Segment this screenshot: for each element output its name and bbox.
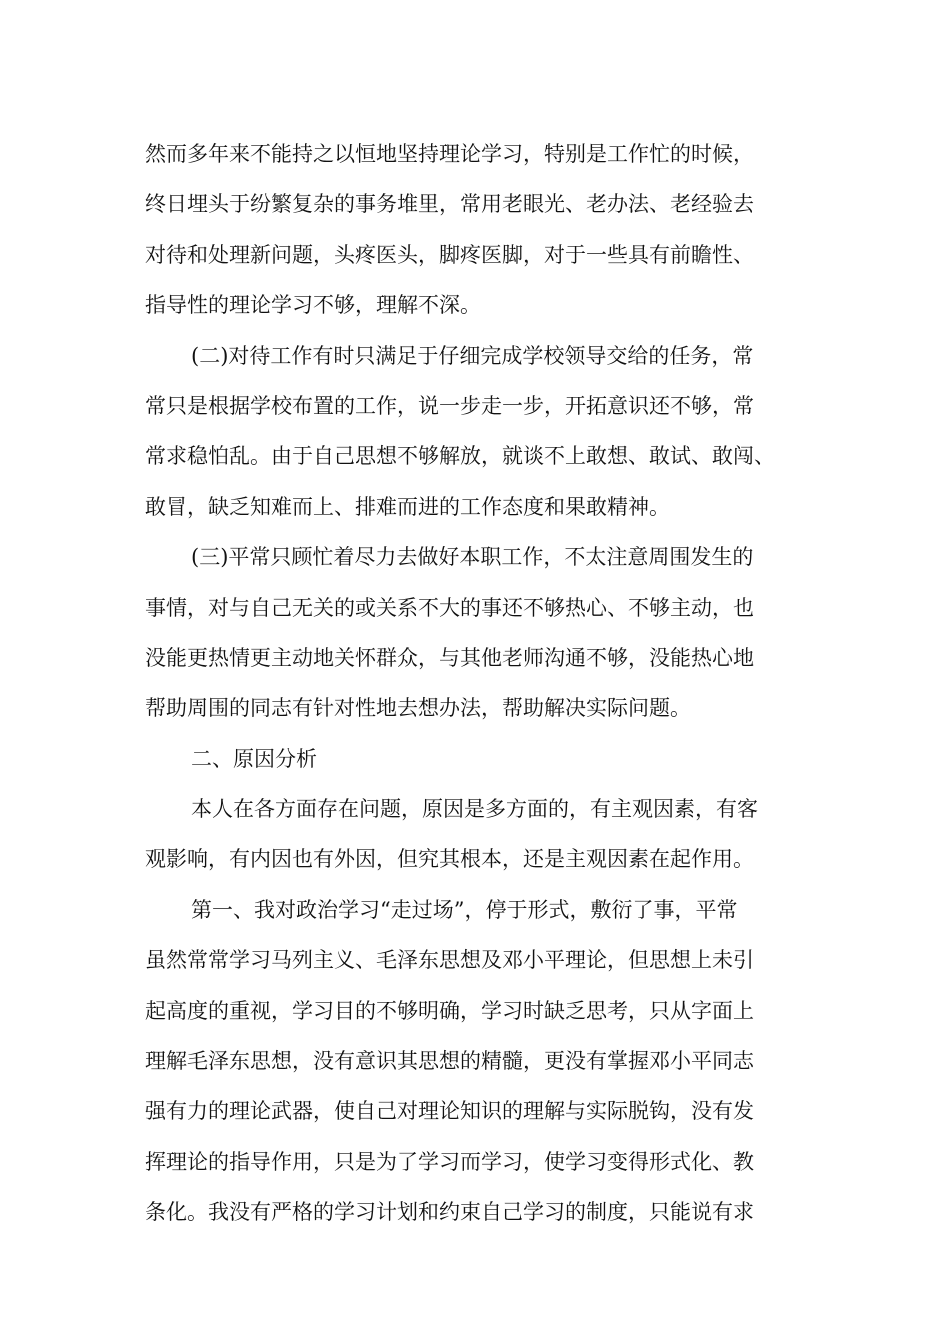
text-line: 虽然常常学习马列主义、毛泽东思想及邓小平理论，但思想上未引 bbox=[145, 948, 754, 973]
paragraph-first-line: 第一、我对政治学习“走过场”，停于形式，敷衍了事，平常 bbox=[191, 897, 738, 922]
text-line: 常求稳怕乱。由于自己思想不够解放，就谈不上敢想、敢试、敢闯、 bbox=[145, 444, 775, 469]
text-line: 然而多年来不能持之以恒地坚持理论学习，特别是工作忙的时候， bbox=[145, 142, 754, 166]
text-line: 对待和处理新问题，头疼医头，脚疼医脚，对于一些具有前瞻性、 bbox=[145, 242, 754, 267]
text-line: 帮助周围的同志有针对性地去想办法，帮助解决实际问题。 bbox=[145, 696, 691, 721]
text-line: 强有力的理论武器，使自己对理论知识的理解与实际脱钩，没有发 bbox=[145, 1099, 754, 1124]
body-text bbox=[145, 129, 835, 1238]
text-line: 挥理论的指导作用，只是为了学习而学习，使学习变得形式化、教 bbox=[145, 1149, 754, 1174]
section-heading: 二、原因分析 bbox=[191, 746, 317, 771]
text-line: 理解毛泽东思想，没有意识其思想的精髓，更没有掌握邓小平同志 bbox=[145, 1049, 754, 1074]
text-line: 指导性的理论学习不够，理解不深。 bbox=[145, 293, 481, 318]
text-line: 观影响，有内因也有外因，但究其根本，还是主观因素在起作用。 bbox=[145, 847, 754, 872]
text-line: 条化。我没有严格的学习计划和约束自己学习的制度，只能说有求 bbox=[145, 1200, 754, 1225]
paragraph-first-line: (三)平常只顾忙着尽力去做好本职工作，不太注意周围发生的 bbox=[191, 545, 754, 570]
text-line: 终日埋头于纷繁复杂的事务堆里，常用老眼光、老办法、老经验去 bbox=[145, 192, 754, 217]
text-line: 事情，对与自己无关的或关系不大的事还不够热心、不够主动，也 bbox=[145, 595, 754, 620]
paragraph-first-line: (二)对待工作有时只满足于仔细完成学校领导交给的任务，常 bbox=[191, 343, 754, 368]
paragraph-first-line: 本人在各方面存在问题，原因是多方面的，有主观因素，有客 bbox=[191, 797, 758, 822]
text-line: 没能更热情更主动地关怀群众，与其他老师沟通不够，没能热心地 bbox=[145, 645, 754, 670]
text-line: 敢冒，缺乏知难而上、排难而进的工作态度和果敢精神。 bbox=[145, 494, 670, 519]
text-line: 常只是根据学校布置的工作，说一步走一步，开拓意识还不够，常 bbox=[145, 393, 754, 418]
text-line: 起高度的重视，学习目的不够明确，学习时缺乏思考，只从字面上 bbox=[145, 998, 754, 1023]
